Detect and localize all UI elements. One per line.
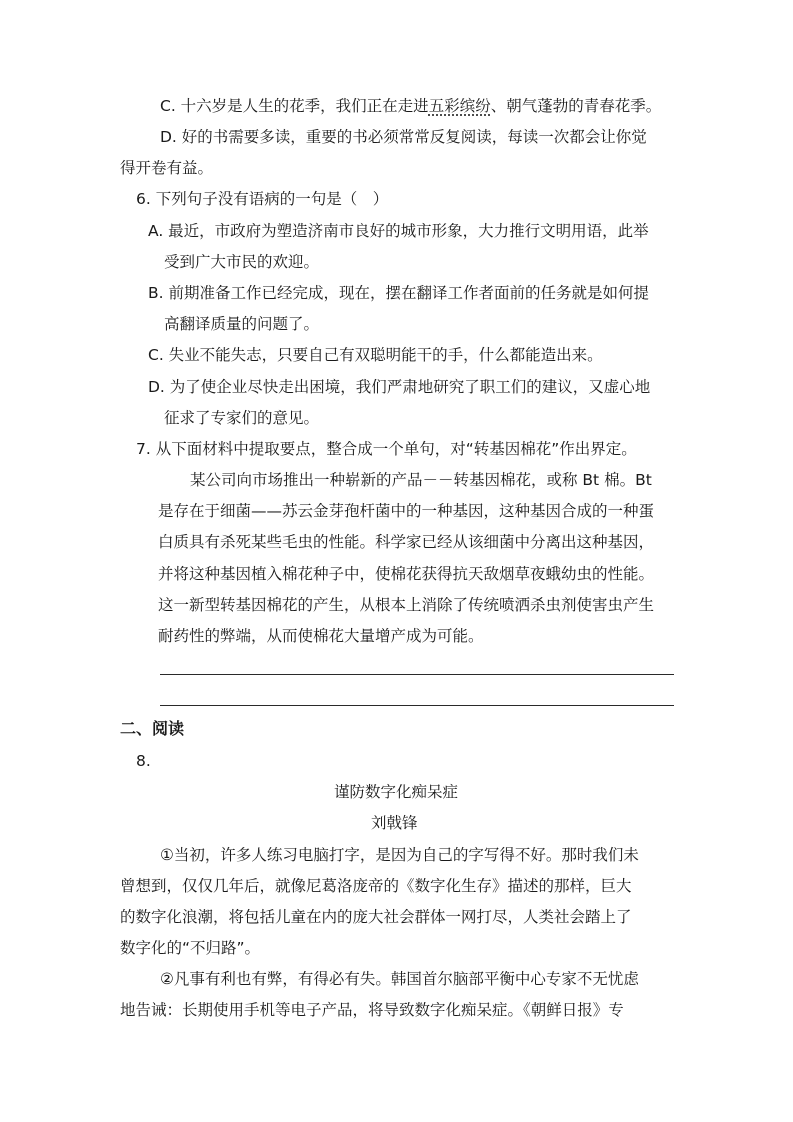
- q6-option-a-line2: 受到广大市民的欢迎。: [164, 253, 320, 271]
- q8-number: 8.: [136, 752, 151, 770]
- q5-option-c-dotted-word: 五彩缤纷: [428, 97, 491, 115]
- q7-material-line: 并将这种基因植入棉花种子中，使棉花获得抗天敌烟草夜蛾幼虫的性能。: [158, 565, 655, 583]
- q6-option-b-line2: 高翻译质量的问题了。: [164, 315, 320, 333]
- q7-material-line: 耐药性的弊端，从而使棉花大量增产成为可能。: [158, 627, 484, 645]
- article-paragraph-1-line: ①当初，许多人练习电脑打字，是因为自己的字写得不好。那时我们未: [160, 846, 639, 864]
- q5-option-c-text-end: 、朝气蓬勃的青春花季。: [490, 97, 662, 115]
- q7-material-line: 是存在于细菌——苏云金芽孢杆菌中的一种基因，这种基因合成的一种蛋: [158, 502, 655, 520]
- q7-material-line: 某公司向市场推出一种崭新的产品－－转基因棉花，或称 Bt 棉。Bt: [190, 471, 652, 489]
- article-author: 刘戟锋: [371, 814, 418, 832]
- q6-option-d-line1: D. 为了使企业尽快走出困境，我们严肃地研究了职工们的建议，又虚心地: [148, 378, 651, 396]
- q5-option-c-text: C. 十六岁是人生的花季，我们正在走进: [160, 97, 429, 115]
- section-heading: 二、阅读: [120, 719, 185, 738]
- q6-option-a-line1: A. 最近，市政府为塑造济南市良好的城市形象，大力推行文明用语，此举: [148, 222, 649, 240]
- answer-line-2[interactable]: [160, 705, 674, 706]
- article-paragraph-1-line: 数字化的“不归路”。: [120, 939, 261, 957]
- q6-option-b-line1: B. 前期准备工作已经完成，现在，摆在翻译工作者面前的任务就是如何提: [148, 284, 649, 302]
- article-paragraph-1-line: 的数字化浪潮，将包括儿童在内的庞大社会群体一网打尽，人类社会踏上了: [120, 908, 632, 926]
- article-paragraph-1-line: 曾想到，仅仅几年后，就像尼葛洛庞帝的《数字化生存》描述的那样，巨大: [120, 877, 632, 895]
- article-paragraph-2-line: 地告诫：长期使用手机等电子产品，将导致数字化痴呆症。《朝鲜日报》专: [120, 1001, 624, 1019]
- q6-option-c: C. 失业不能失志，只要自己有双聪明能干的手，什么都能造出来。: [148, 346, 603, 364]
- q7-material-line: 这一新型转基因棉花的产生，从根本上消除了传统喷洒杀虫剂使害虫产生: [158, 596, 655, 614]
- q7-stem: 7. 从下面材料中提取要点，整合成一个单句，对“转基因棉花”作出界定。: [136, 440, 637, 458]
- q6-option-d-line2: 征求了专家们的意见。: [164, 409, 320, 427]
- q7-material-line: 白质具有杀死某些毛虫的性能。科学家已经从该细菌中分离出这种基因，: [158, 533, 655, 551]
- q6-stem: 6. 下列句子没有语病的一句是（ ）: [136, 190, 389, 208]
- q5-option-d-line1: D. 好的书需要多读，重要的书必须常常反复阅读，每读一次都会让你觉: [160, 128, 647, 146]
- answer-line-1[interactable]: [160, 674, 674, 675]
- q5-option-c: [160, 96, 661, 116]
- article-paragraph-2-line: ②凡事有利也有弊，有得必有失。韩国首尔脑部平衡中心专家不无忧虑: [160, 970, 639, 988]
- article-title: 谨防数字化痴呆症: [334, 783, 459, 801]
- q5-option-d-line2: 得开卷有益。: [120, 159, 214, 177]
